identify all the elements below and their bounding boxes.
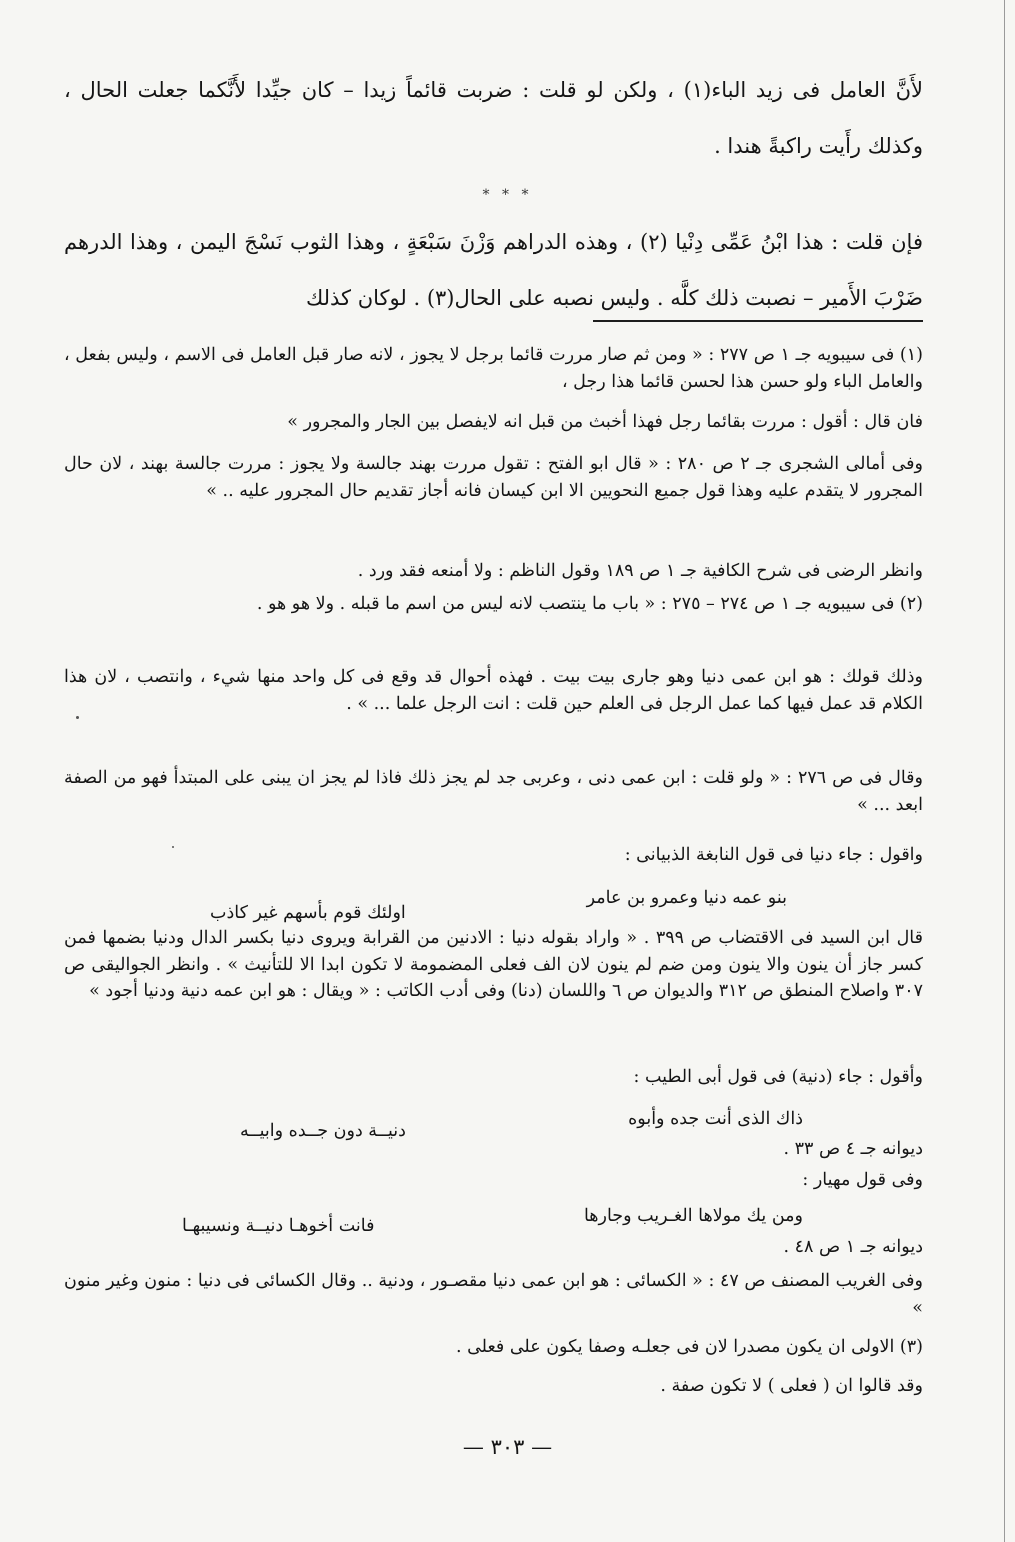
- footnote-2e: قال ابن السيد فى الاقتضاب ص ٣٩٩ . « واراد بقوله دنيا : الادنين من القرابة ويروى دنيا بكسر الدال ودنيا بضمها فمن كسر جاز أن ينون والا ينون ومن ضم لم ينون لان الف فعلى المضمومة لا تكون ابدا الا للتأنيث » . وانظر الجواليقى ص ٣٠٧ واصلاح المنطق ص ٣١٢ والديوان ص ٦ واللسان (دنا) وفى أدب الكاتب : « ويقال : هو ابن عمه دنية ودنيا أجود »: [64, 928, 923, 1001]
- footnote-1c: وفى أمالى الشجرى جـ ٢ ص ٢٨٠ : « قال ابو الفتح : تقول مررت بهند جالسة ولا يجوز : مررت جالسة بهند ، لان حال المجرور لا يتقدم عليه وهذا قول جميع النحويين الا ابن كيسان فانه أجاز تقديم حال المجرور عليه .. »: [64, 454, 923, 501]
- scan-speck: [172, 846, 174, 848]
- verse-1-second-hemistich: اولئك قوم بأسهم غير كاذب: [210, 903, 406, 923]
- footnote-2a: (٢) فى سيبويه جـ ١ ص ٢٧٤ – ٢٧٥ : « باب ما ينتصب لانه ليس من اسم ما قبله . ولا هو هو .: [256, 594, 923, 614]
- footnote-2i: ديوانه جـ ١ ص ٤٨ .: [783, 1237, 923, 1257]
- footnote-3b: وقد قالوا ان ( فعلى ) لا تكون صفة .: [660, 1376, 923, 1396]
- footnote-2f: وأقول : جاء (دنية) فى قول أبى الطيب :: [633, 1067, 923, 1087]
- footnote-3a: (٣) الاولى ان يكون مصدرا لان فى جعلـه وصفا يكون على فعلى .: [455, 1337, 923, 1357]
- verse-2-first-hemistich: ذاك الذى أنت جده وأبوه: [628, 1109, 803, 1129]
- scan-speck: [76, 716, 79, 719]
- footnote-2h: وفى قول مهيار :: [802, 1170, 923, 1190]
- verse-2-second-hemistich: دنيــة دون جــده وابيــه: [240, 1121, 406, 1141]
- scan-edge-line: [1004, 0, 1005, 1542]
- main-paragraph-1: لأَنَّ العامل فى زيد الباء(١) ، ولكن لو قلت : ضربت قائماً زيدا – كان جيِّدا لأَنَّكما جعلت الحال ، وكذلك رأَيت راكبةً هندا .: [64, 78, 923, 158]
- verse-3-second-hemistich: فانت أخوهـا دنيــة ونسيبهـا: [182, 1216, 375, 1236]
- footnote-rule: [593, 320, 923, 322]
- footnote-1b: فان قال : أقول : مررت بقائما رجل فهذا أخبث من قبل انه لايفصل بين الجار والمجرور »: [287, 412, 923, 432]
- page-number: — ٣٠٣ —: [462, 1435, 553, 1459]
- section-separator: * * *: [482, 187, 533, 203]
- footnote-2b: وذلك قولك : هو ابن عمى دنيا وهو جارى بيت بيت . فهذه أحوال قد وقع فى كل واحد منها شيء ، وانتصب ، لان هذا الكلام قد عمل فيها كما عمل الرجل فى العلم حين قلت : انت الرجل علما ... » .: [64, 667, 923, 714]
- footnote-1a: (١) فى سيبويه جـ ١ ص ٢٧٧ : « ومن ثم صار مررت قائما برجل لا يجوز ، لانه صار قبل العامل فى الاسم ، وليس بفعل ، والعامل الباء ولو حسن هذا لحسن قائما هذا رجل ،: [64, 345, 923, 392]
- footnote-2g: ديوانه جـ ٤ ص ٣٣ .: [783, 1139, 923, 1159]
- footnote-1d: وانظر الرضى فى شرح الكافية جـ ١ ص ١٨٩ وقول الناظم : ولا أمنعه فقد ورد .: [357, 561, 923, 581]
- footnote-2d: واقول : جاء دنيا فى قول النابغة الذبيانى :: [624, 845, 923, 865]
- footnote-2c: وقال فى ص ٢٧٦ : « ولو قلت : ابن عمى دنى ، وعربى جد لم يجز ذلك فاذا لم يجز ان يبنى على المبتدأ فهو من الصفة ابعد ... »: [64, 768, 923, 815]
- verse-1-first-hemistich: بنو عمه دنيا وعمرو بن عامر: [586, 888, 787, 908]
- verse-3-first-hemistich: ومن يك مولاها الغـريب وجارها: [583, 1206, 803, 1226]
- main-paragraph-2: فإن قلت : هذا ابْنُ عَمِّى دِنْيا (٢) ، وهذه الدراهم وَزْنَ سَبْعَةٍ ، وهذا الثوب نَسْجَ اليمن ، وهذا الدرهم ضَرْبَ الأَمير – نصبت ذلك كلَّه . وليس نصبه على الحال(٣) . لوكان كذلك: [64, 230, 923, 310]
- footnote-2j: وفى الغريب المصنف ص ٤٧ : « الكسائى : هو ابن عمى دنيا مقصـور ، ودنية .. وقال الكسائى فى دنيا : منون وغير منون »: [64, 1271, 923, 1318]
